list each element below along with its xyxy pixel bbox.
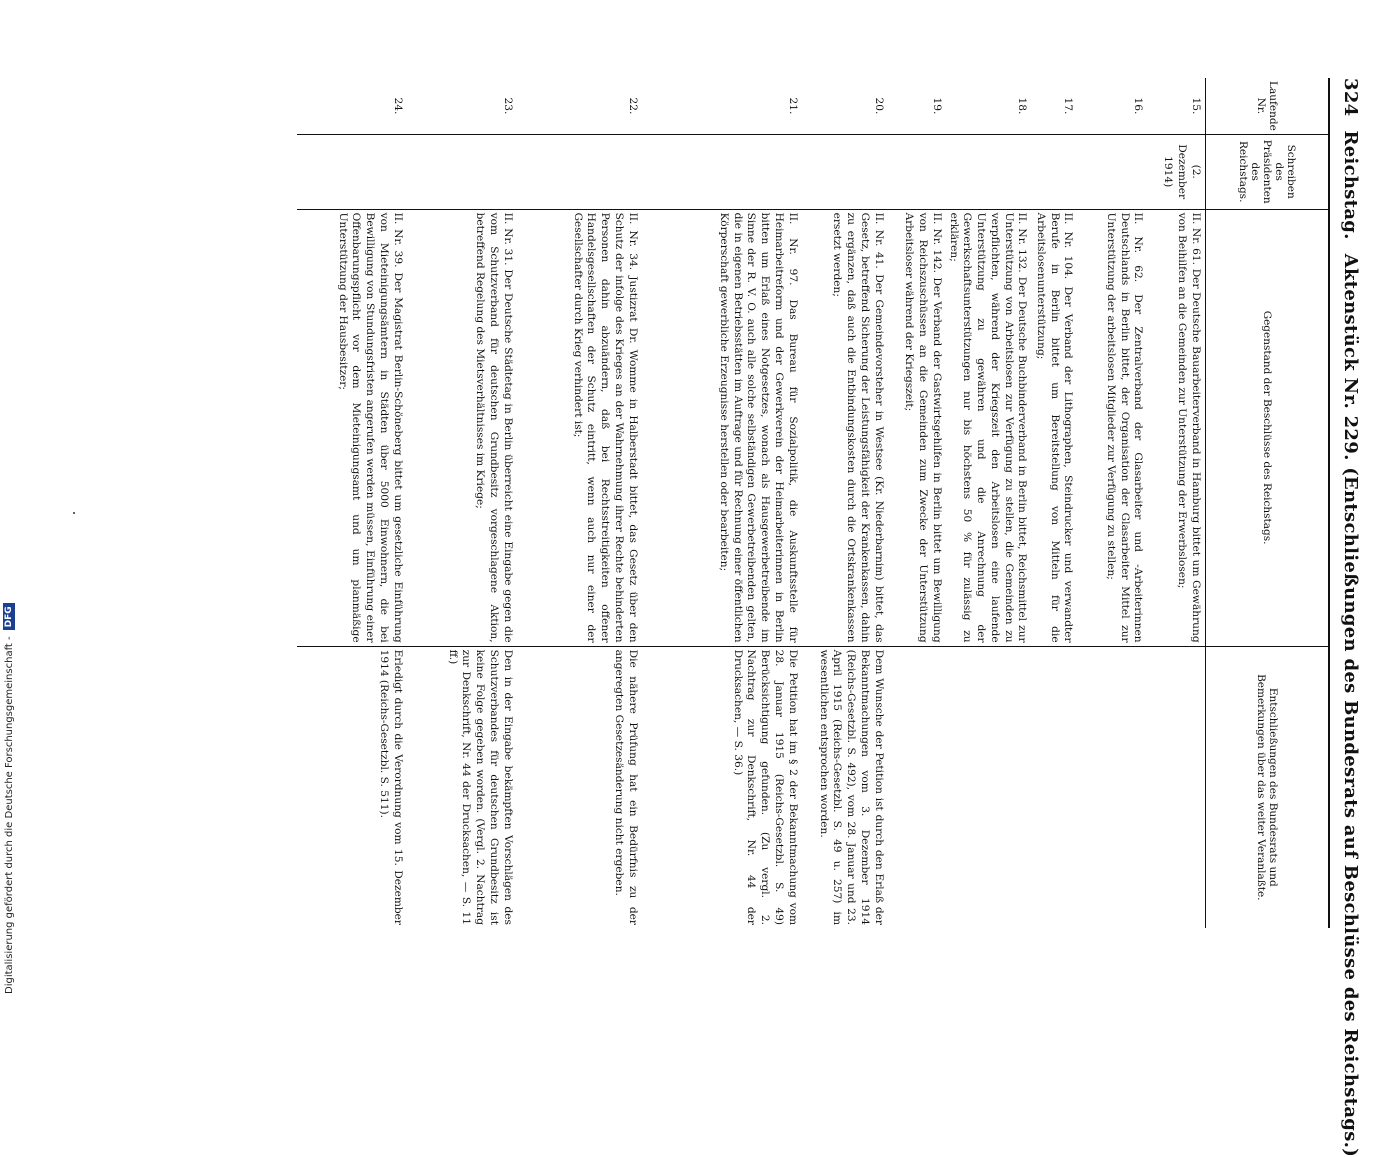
row-subject: II. Nr. 34. Justizrat Dr. Womme in Halberstadt bittet, das Gesetz über den Schutz der infolge des Krieges an der Wahrnehmung ihrer Rechte behinderten Personen dahin abzuändern, daß bei Rechtsstreitigkeiten offener Handelsgesellschaften der Schutz eintritt, wenn auch nur einer der Gesellschafter durch Krieg verhindert ist;	[571, 212, 639, 643]
table-header-row	[1206, 78, 1330, 928]
table-row	[1032, 78, 1078, 928]
col-header-decision: Entschließungen des Bundesrats und Bemerkungen über das weiter Veranlaßte.	[1206, 646, 1330, 928]
row-decision: Den in der Eingabe bekämpften Vorschlägen des Schutzverbandes für deutschen Grundbesitz ist keine Folge gegeben worden. (Vergl. 2. Nachtrag zur Denkschrift, Nr. 44 der Drucksachen, — S. 11 ff.)	[446, 649, 514, 925]
table-row	[297, 78, 407, 928]
document-title: Aktenstück Nr. 229. (Entschließungen des Bundesrats auf Beschlüsse des Reichstags.)	[1340, 253, 1362, 1157]
page-header	[1334, 78, 1368, 1157]
row-decision: Die Petition hat im § 2 der Bekanntmachung vom 28. Januar 1915 (Reichs-Gesetzbl. S. 49) Berücksichtigung gefunden. (Zu vergl. 2. Nachtrag zur Denkschrift, Nr. 44 der Drucksachen, — S. 36.)	[731, 649, 799, 925]
row-subject: II. Nr. 31. Der Deutsche Städtetag in Berlin überreicht eine Eingabe gegen die vom Schutzverband für deutschen Grundbesitz vorgeschlagene Aktion, betreffend Regelung des Mietsverhältnisses im Kriege;	[474, 212, 514, 643]
row-number: 19.	[930, 97, 943, 115]
table-row	[1078, 78, 1148, 928]
table-row	[802, 78, 888, 928]
row-decision: Die nähere Prüfung hat ein Bedürfnis zu der angeregten Gesetzesänderung nicht ergeben.	[612, 649, 639, 925]
table-row	[407, 78, 517, 928]
col-header-subject: Gegenstand der Beschlüsse des Reichstags.	[1206, 209, 1330, 646]
row-subject: II. Nr. 41. Der Gemeindevorsteher in Westsee (Kr. Niederbarnim) bittet, das Gesetz, betreffend Sicherung der Leistungsfähigkeit der Krankenkassen, dahin zu ergänzen, daß auch die Entbindungskosten durch die Ortskrankenkassen ersetzt werden;	[831, 212, 885, 643]
row-number: 20.	[872, 97, 885, 115]
row-number: 23.	[501, 97, 514, 115]
row-subject: II. Nr. 142. Der Verband der Gastwirtsgehilfen in Berlin bittet um Bewilligung von Reichszuschüssen an die Gemeinden zum Zwecke der Unterstützung Arbeitsloser während der Kriegszeit;	[903, 212, 943, 643]
row-subject: II. Nr. 97. Das Bureau für Sozialpolitik, die Auskunftsstelle für Heimarbeitreform und der Gewerkverein der Heimarbeiterinnen in Berlin bitten um Erlaß eines Notgesetzes, wonach als Hausgewerbetreibende im Sinne der R. V. O. auch alle solche selbständigen Gewerbetreibenden gelten, die in eigenen Betriebsstätten im Auftrage und für Rechnung einer öffentlichen Körperschaft gewerbliche Erzeugnisse herstellen oder bearbeiten;	[717, 212, 799, 643]
rotated-content	[90, 78, 1362, 1157]
row-subject: II. Nr. 61. Der Deutsche Bauarbeiterverband in Hamburg bittet um Gewährung von Beihilfen an die Gemeinden zur Unterstützung der Erwerbslosen;	[1176, 212, 1202, 643]
row-number: 24.	[391, 97, 404, 115]
row-subject: II. Nr. 39. Der Magistrat Berlin-Schöneberg bittet um gesetzliche Einführung von Mieteinigungsämtern in Städten über 5000 Einwohnern, die bei Bewilligung von Stundungsfristen angerufen werden müssen, Einführung einer Offenbarungspflicht vor dem Mieteinigungsamt und um planmäßige Unterstützung der Hausbesitzer;	[336, 212, 404, 643]
section-title: Reichstag.	[1340, 130, 1362, 240]
row-decision: Dem Wunsche der Petition ist durch den Erlaß der Bekanntmachungen vom 3. Dezember 1914 (Reichs-Gesetzbl. S. 492), vom 28. Januar und 23. April 1915 (Reichs-Gesetzbl. S. 49 u. 257) im wesentlichen entsprochen worden.	[817, 649, 885, 925]
resolutions-table	[297, 78, 1330, 928]
row-decision: Erledigt durch die Verordnung vom 15. Dezember 1914 (Reichs-Gesetzbl. S. 511).	[377, 649, 404, 925]
col-header-number: Laufende Nr.	[1206, 78, 1330, 134]
row-number: 16.	[1132, 97, 1145, 115]
table-row	[1148, 78, 1206, 928]
scan-speck	[73, 512, 75, 514]
row-number: 18.	[1016, 97, 1029, 115]
footer-text: Digitalisierung gefördert durch die Deutsche Forschungsgemeinschaft -	[3, 636, 15, 994]
row-subject: II. Nr. 62. Der Zentralverband der Glasarbeiter und -Arbeiterinnen Deutschlands in Berlin bittet, der Organisation der Glasarbeiter Mittel zur Unterstützung der arbeitslosen Mitglieder zur Verfügung zu stellen;	[1104, 212, 1145, 643]
digitization-footer	[2, 0, 16, 994]
row-number: 22.	[626, 97, 639, 115]
table-row	[517, 78, 642, 928]
row-number: 21.	[786, 97, 799, 115]
col-header-letter: Schreiben des Präsidenten des Reichstags.	[1206, 134, 1330, 209]
page-number: 324	[1340, 78, 1362, 117]
row-subject: II. Nr. 104. Der Verband der Lithographen, Steindrucker und verwandter Berufe in Berlin bittet um Bereitstellung von Mitteln für die Arbeitslosenunterstützung;	[1034, 212, 1075, 643]
dfg-logo: DFG	[3, 603, 15, 630]
row-subject: II. Nr. 132. Der Deutsche Buchbinderverband in Berlin bittet, Reichsmittel zur Unterstützung von Arbeitslosen zur Verfügung zu stellen, die Gemeinden zu verpflichten, während der Kriegszeit den Arbeitslosen eine laufende Unterstützung zu gewähren und die Anrechnung der Gewerkschaftsunterstützungen nur bis höchstens 50 % für zulässig zu erklären;	[947, 212, 1029, 643]
row-number: 15.	[1190, 97, 1202, 115]
table-row	[642, 78, 802, 928]
row-date: (2. Dezember 1914)	[1162, 144, 1202, 200]
table-row	[946, 78, 1032, 928]
table-row	[888, 78, 946, 928]
row-number: 17.	[1062, 97, 1075, 115]
